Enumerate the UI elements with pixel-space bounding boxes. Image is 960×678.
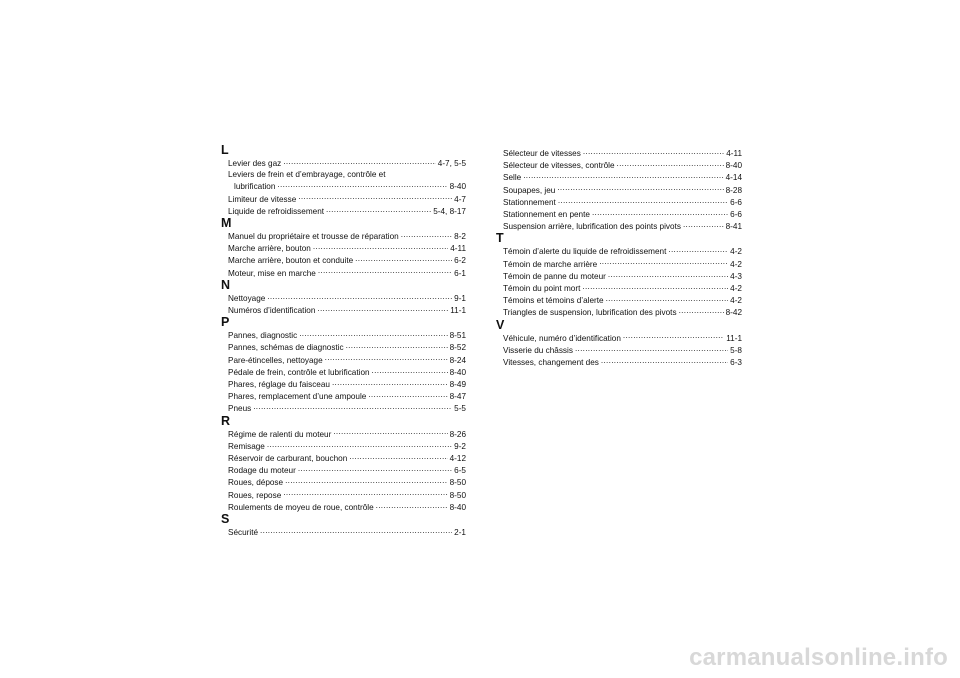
dot-leader: [325, 354, 448, 363]
index-entry: [220, 304, 466, 316]
dot-leader: [683, 220, 724, 229]
index-entry-text: Témoin de marche arrière: [503, 259, 598, 269]
index-entry: [495, 282, 742, 294]
index-entry-page: 4-11: [450, 244, 466, 254]
dot-leader: [668, 245, 728, 254]
index-entry-text: Sélecteur de vitesses: [503, 149, 581, 158]
dot-leader: [401, 230, 452, 239]
index-entry-page: 8-50: [449, 490, 466, 500]
index-entry-text: Réservoir de carburant, bouchon: [228, 454, 348, 464]
index-entry-page: 11-1: [450, 306, 466, 316]
index-entry-page: 8-40: [449, 502, 466, 512]
index-column-right: [495, 147, 742, 368]
index-entry-page: 6-1: [454, 268, 466, 278]
index-letter-heading: T: [496, 231, 504, 246]
dot-leader: [285, 476, 448, 485]
index-entry: [220, 452, 466, 464]
index-letter-heading: N: [221, 277, 231, 292]
index-entry-text: Témoin d’alerte du liquide de refroidissement: [503, 247, 667, 257]
index-entry: [495, 356, 742, 368]
index-entry: [220, 354, 466, 366]
index-entry-text: Stationnement: [503, 197, 556, 207]
index-entry-text: Témoins et témoins d’alerte: [503, 296, 604, 306]
index-entry: [220, 292, 466, 304]
index-entry: [220, 230, 466, 242]
index-letter-heading: P: [221, 315, 230, 330]
index-entry-page: 4-7: [454, 194, 466, 204]
index-entry: [220, 169, 466, 180]
index-entry-text: Sécurité: [228, 528, 259, 538]
dot-leader: [283, 157, 436, 166]
index-entry-page: 5-8: [730, 345, 742, 355]
index-entry-text: Soupapes, jeu: [503, 185, 556, 195]
dot-leader: [599, 258, 728, 267]
index-entry-text: Régime de ralenti du moteur: [228, 429, 332, 439]
index-entry: [220, 157, 466, 169]
index-entry: [220, 254, 466, 266]
index-entry-page: 8-26: [449, 429, 466, 439]
index-entry: [220, 476, 466, 488]
index-entry-page: 8-42: [725, 308, 742, 318]
index-entry: [220, 193, 466, 205]
dot-leader: [608, 270, 728, 279]
dot-leader: [601, 356, 728, 365]
dot-leader: [298, 193, 452, 202]
index-entry-page: 4-14: [725, 173, 742, 183]
index-entry: [495, 184, 742, 196]
index-entry-page: 11-1: [726, 333, 742, 343]
index-entry-text: Rodage du moteur: [228, 466, 296, 476]
index-entry: [220, 242, 466, 254]
index-entry-text: Visserie du châssis: [503, 345, 573, 355]
dot-leader: [372, 366, 448, 375]
index-entry-page: 8-40: [449, 182, 466, 192]
dot-leader: [253, 402, 452, 411]
index-entry: [495, 332, 742, 344]
index-entry-page: 8-41: [725, 222, 742, 232]
index-entry-page: 9-2: [454, 441, 466, 451]
index-entry-text: Manuel du propriétaire et trousse de réparation: [228, 232, 399, 242]
index-entry-text: Véhicule, numéro d’identification: [503, 333, 621, 343]
index-entry: [220, 205, 466, 217]
index-entry-text: Témoin de panne du moteur: [503, 271, 606, 281]
index-letter-heading: V: [496, 317, 505, 332]
index-entry-page: 2-1: [454, 528, 466, 538]
index-entry-page: 6-5: [454, 466, 466, 476]
index-entry-page: 4-3: [730, 271, 742, 281]
index-entry-page: 8-24: [449, 355, 466, 365]
index-entry: [495, 306, 742, 318]
index-entry: [495, 159, 742, 171]
index-entry-text: Moteur, mise en marche: [228, 268, 316, 278]
index-entry-text: Selle: [503, 173, 522, 183]
index-entry: [220, 489, 466, 501]
index-entry-text: Sélecteur de vitesses, contrôle: [503, 161, 615, 171]
dot-leader: [582, 282, 728, 291]
index-entry: [220, 267, 466, 279]
dot-leader: [298, 464, 452, 473]
index-entry-page: 8-40: [449, 367, 466, 377]
dot-leader: [260, 526, 452, 535]
index-entry-text: Pneus: [228, 404, 252, 414]
index-letter-heading: M: [221, 216, 232, 231]
dot-leader: [267, 292, 452, 301]
index-entry-text: Pare-étincelles, nettoyage: [228, 355, 323, 365]
index-entry-page: 8-40: [725, 161, 742, 171]
index-entry-text: Leviers de frein et d’embrayage, contrôle et: [228, 170, 386, 180]
index-entry-text: Marche arrière, bouton: [228, 244, 311, 254]
index-entry: [220, 180, 466, 192]
index-entry: [495, 258, 742, 270]
dot-leader: [333, 428, 447, 437]
index-entry-text: Limiteur de vitesse: [228, 194, 297, 204]
dot-leader: [368, 390, 447, 399]
index-entry: [220, 329, 466, 341]
dot-leader: [283, 489, 447, 498]
index-entry-page: 6-6: [730, 197, 742, 207]
index-entry-page: 5-4, 8-17: [433, 206, 466, 216]
dot-leader: [592, 208, 728, 217]
index-entry-page: 8-47: [449, 392, 466, 402]
index-entry-text: Remisage: [228, 441, 265, 451]
dot-leader: [376, 501, 448, 510]
index-entry-page: 4-2: [730, 284, 742, 294]
index-entry-text: Numéros d’identification: [228, 306, 316, 316]
dot-leader: [349, 452, 447, 461]
index-entry-page: 4-7, 5-5: [437, 159, 466, 168]
index-entry: [220, 428, 466, 440]
index-entry-text: Roulements de moyeu de roue, contrôle: [228, 502, 374, 512]
index-entry-text: Roues, repose: [228, 490, 282, 500]
index-entry-text: Vitesses, changement des: [503, 358, 599, 368]
index-entry-text: Marche arrière, bouton et conduite: [228, 256, 354, 266]
dot-leader: [346, 341, 448, 350]
index-entry-page: 8-2: [454, 232, 466, 242]
index-entry-page: 9-1: [454, 293, 466, 303]
index-entry-page: 4-12: [449, 454, 466, 464]
index-entry: [220, 366, 466, 378]
dot-leader: [523, 171, 723, 180]
dot-leader: [313, 242, 448, 251]
dot-leader: [558, 196, 728, 205]
index-entry-text: Pannes, diagnostic: [228, 331, 298, 341]
index-entry: [495, 270, 742, 282]
index-letter-heading: R: [221, 413, 231, 428]
index-entry-page: 4-2: [730, 259, 742, 269]
dot-leader: [617, 159, 724, 168]
index-entry-text: Phares, réglage du faisceau: [228, 380, 330, 390]
dot-leader: [575, 344, 728, 353]
index-entry: [220, 526, 466, 538]
index-entry: [495, 220, 742, 232]
dot-leader: [267, 440, 452, 449]
index-entry: [495, 147, 742, 159]
index-entry: [495, 196, 742, 208]
dot-leader: [317, 304, 448, 313]
index-entry-text: Pédale de frein, contrôle et lubrification: [228, 367, 370, 377]
index-entry-page: 8-51: [449, 331, 466, 341]
index-entry-page: 6-3: [730, 358, 742, 368]
watermark: carmanualsonline.info: [689, 644, 948, 671]
index-entry-text: Phares, remplacement d’une ampoule: [228, 392, 367, 402]
index-entry-page: 5-5: [454, 404, 466, 414]
index-entry-page: 4-2: [730, 247, 742, 257]
index-entry-text: Triangles de suspension, lubrification des pivots: [503, 308, 677, 318]
index-entry-text: Roues, dépose: [228, 478, 284, 488]
index-entry: [495, 208, 742, 220]
index-entry: [220, 402, 466, 414]
dot-leader: [583, 147, 724, 156]
index-entry-text: lubrification: [234, 182, 276, 192]
index-entry-text: Pannes, schémas de diagnostic: [228, 343, 344, 353]
index-entry: [220, 501, 466, 513]
index-column-left: [220, 144, 466, 538]
index-entry-text: Stationnement en pente: [503, 210, 590, 220]
index-entry-text: Levier des gaz: [228, 159, 282, 168]
index-entry: [220, 390, 466, 402]
dot-leader: [606, 294, 729, 303]
index-entry: [220, 464, 466, 476]
dot-leader: [679, 306, 724, 315]
index-entry-text: Suspension arrière, lubrification des points pivots: [503, 222, 681, 232]
index-entry: [495, 245, 742, 257]
dot-leader: [355, 254, 452, 263]
index-entry: [220, 341, 466, 353]
dot-leader: [277, 180, 447, 189]
dot-leader: [332, 378, 448, 387]
dot-leader: [623, 332, 724, 341]
index-entry-page: 8-49: [449, 380, 466, 390]
index-entry-page: 6-2: [454, 256, 466, 266]
index-entry-text: Témoin du point mort: [503, 284, 581, 294]
index-entry: [495, 344, 742, 356]
index-entry-page: 6-6: [730, 210, 742, 220]
index-entry-page: 8-50: [449, 478, 466, 488]
index-entry-page: 4-11: [726, 149, 742, 158]
index-entry-text: Liquide de refroidissement: [228, 206, 325, 216]
index-entry: [220, 440, 466, 452]
dot-leader: [557, 184, 723, 193]
dot-leader: [299, 329, 447, 338]
index-entry-page: 4-2: [730, 296, 742, 306]
index-entry: [495, 294, 742, 306]
dot-leader: [318, 267, 452, 276]
index-entry: [220, 378, 466, 390]
index-letter-heading: S: [221, 512, 230, 527]
index-entry-page: 8-52: [449, 343, 466, 353]
index-entry-text: Nettoyage: [228, 293, 266, 303]
dot-leader: [326, 205, 431, 214]
index-entry: [495, 171, 742, 183]
index-letter-heading: L: [221, 143, 229, 157]
index-entry-page: 8-28: [725, 185, 742, 195]
